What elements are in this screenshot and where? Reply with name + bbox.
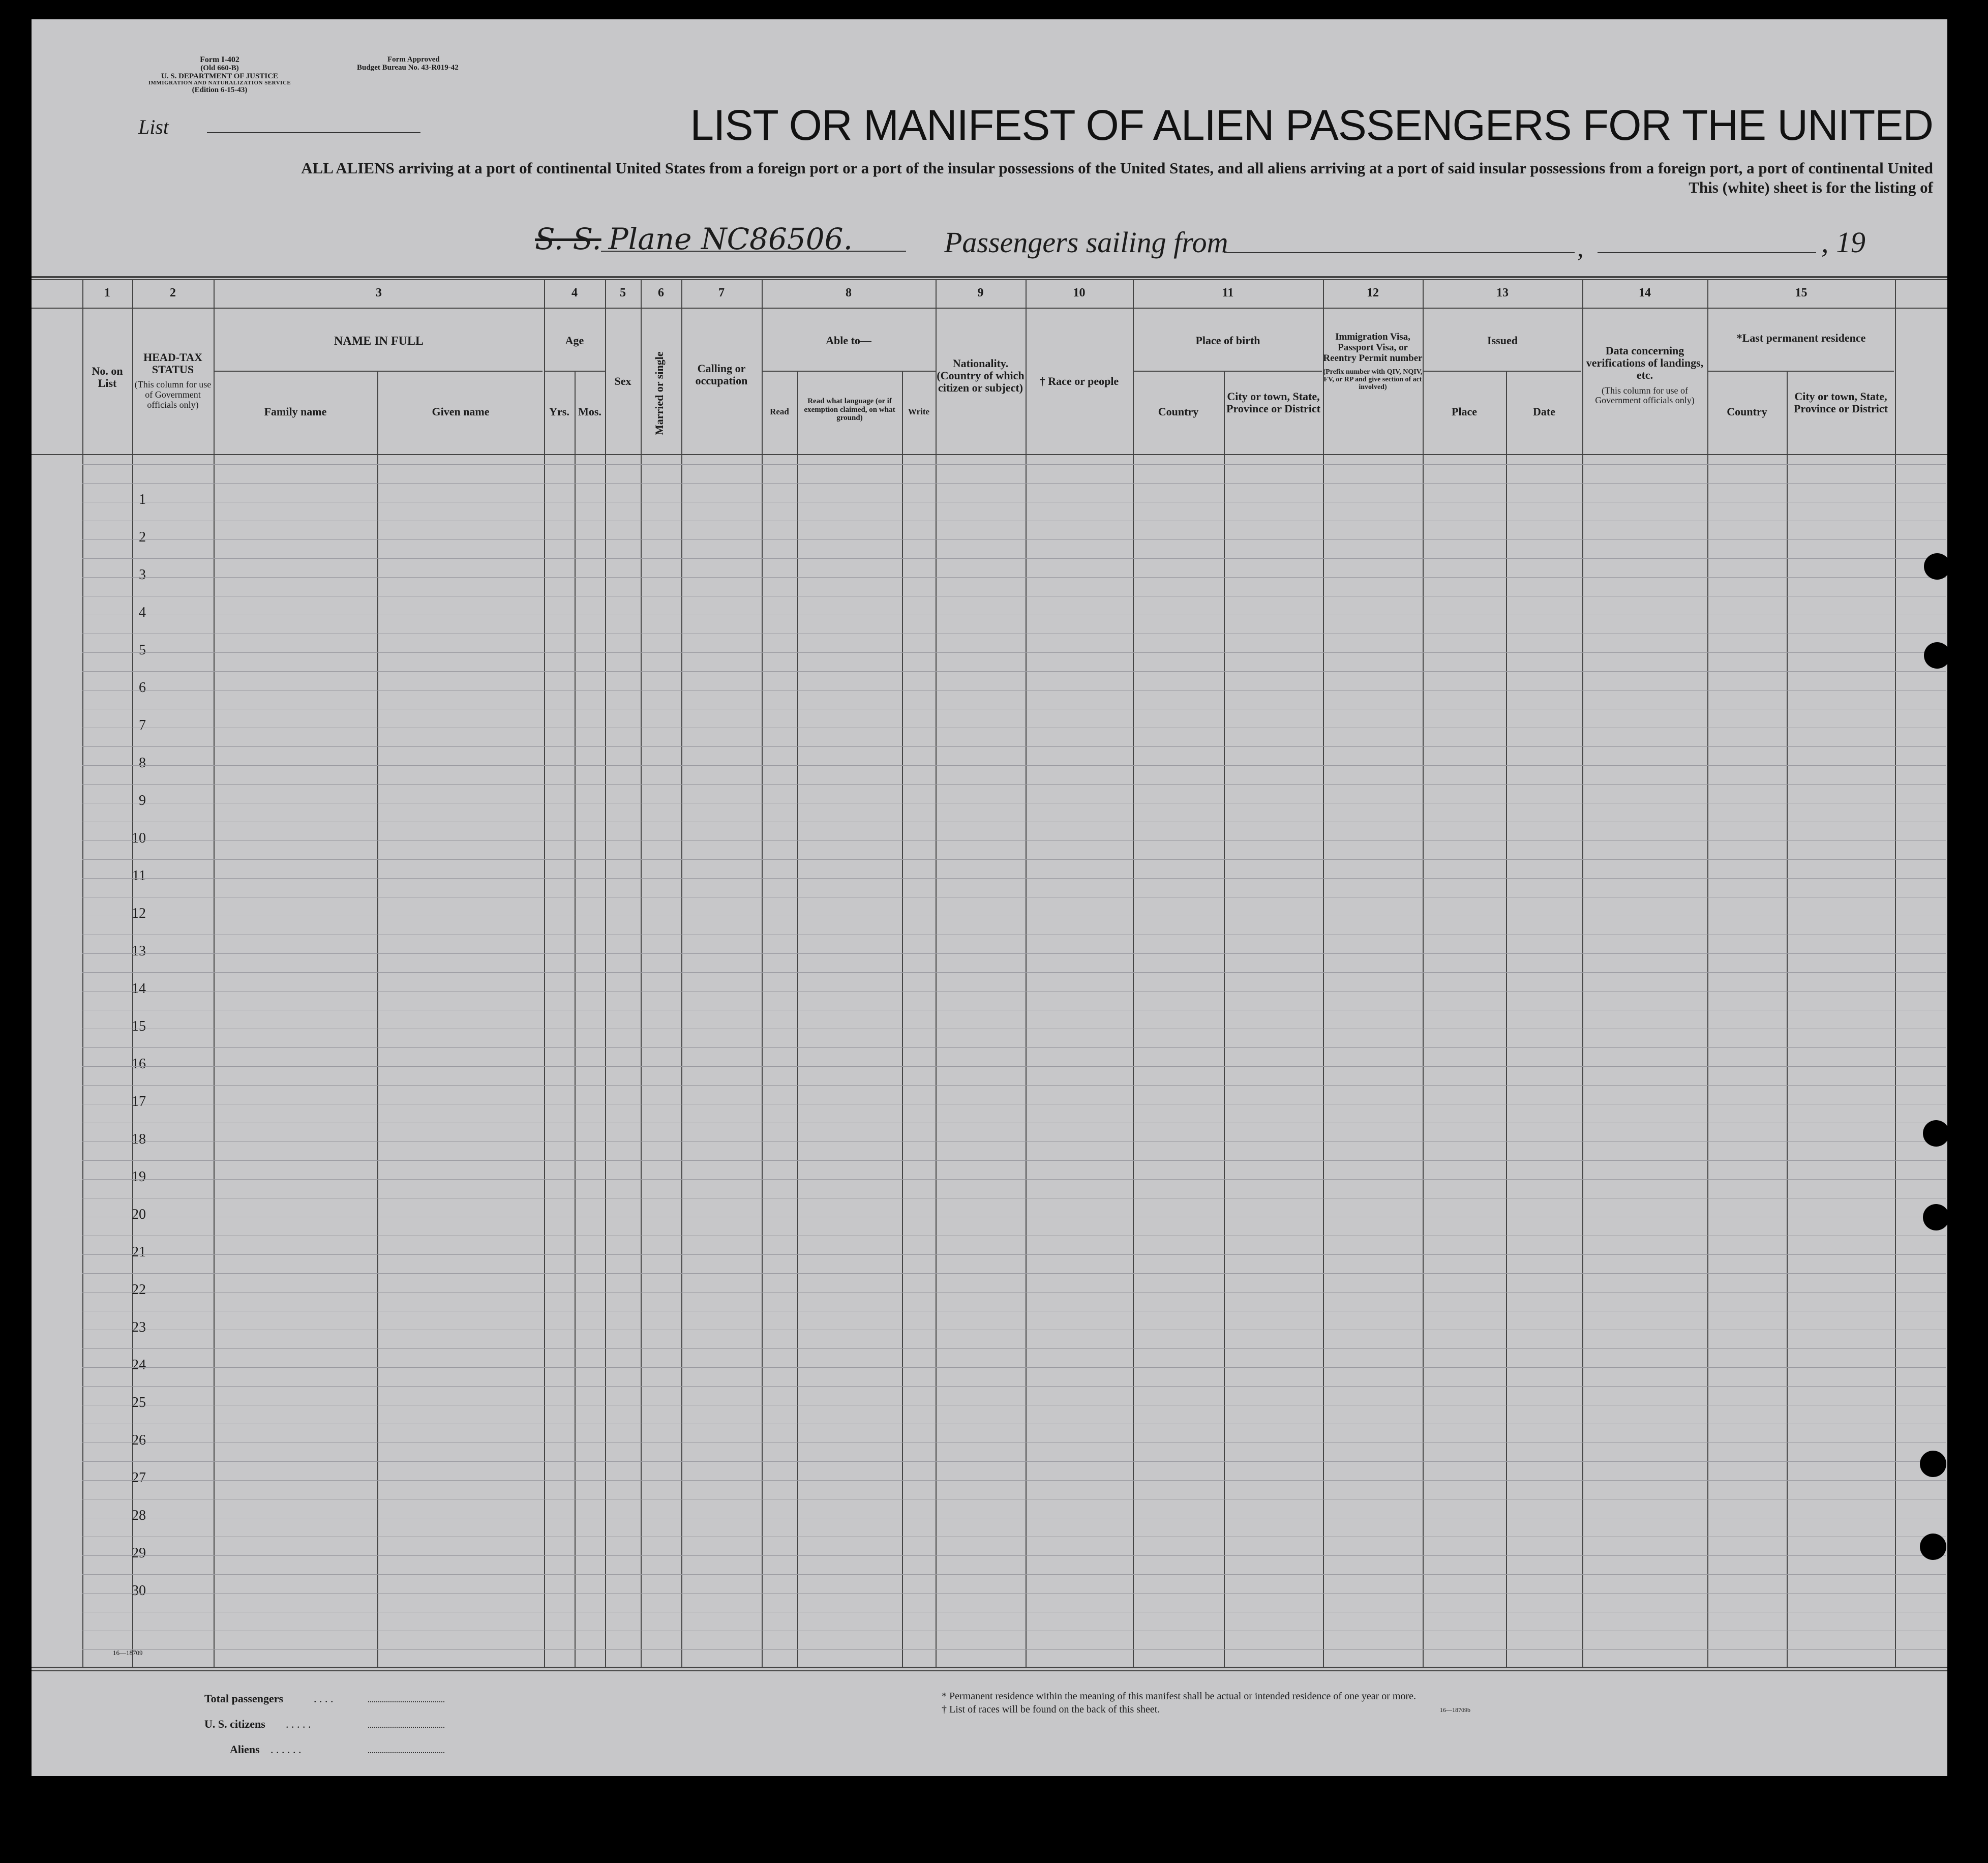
print-code: 16—18709: [113, 1649, 143, 1657]
header-residence-country: Country: [1727, 405, 1767, 418]
ruled-line: [82, 1047, 1946, 1048]
row-number: 28: [132, 1508, 146, 1523]
ruled-line: [82, 859, 1946, 860]
manifest-sheet: Form I-402 (Old 660-B) U. S. DEPARTMENT OF JUSTICE IMMIGRATION AND NATURALIZATION SERVICE (Edition 6-15-43) Form Approved Budget Bureau No. 43-R019-42 List LIST OR MANIFEST OF ALIEN PASSENGERS FOR THE UNITED ALL ALIENS arriving at a port of continental United States from a foreign port or a port of the insular possessions of the United States, and all aliens arriving at a port of said insular possessions from a foreign port, a port of continental United This (white) sheet is for the listing of S. S. Plane NC86506. Passengers sailing from , , 19 1 2 3 4 5 6 7 8 9 10 11 12 13 14 15 No. on List HEAD-TAX STATUS (This column for use of Government officials only) NAME IN FULL Family name Given name Age Yrs. Mos. Sex Married or single Calling or occupation Able to— Read Read what language (or if exemption claimed, on what ground) Write Nationality. (Country of which citizen or subject) † Race or people Place of birth Country City or town, State, Province or District Immigration Visa, Passport Visa, or Reentry Permit number (Prefix number with QIV, NQIV, FV, or RP and give section of act involved) Issued Place Date Data concerning verifications of landings, etc. (This column for use of Government officials only) *Last permanent residence Country City or town, State, Province or District 1 2 3 4 5 6 7 8 9 10 11 12 13 14 15 16 17 18 19 20 21 22 23 24 25 26 27 28 29 30 16—18709 Total passengers . . . . U. S. citizens . . . . . Aliens . . . . . . * Permanent residence within the meaning of this manifest shall be actual or intended residence of one year or more. † List of races will be found on the back of this sheet. 16—18709b: [32, 19, 1947, 1776]
ruled-line: [82, 953, 1946, 954]
punch-hole: [1923, 1204, 1949, 1230]
form-approved: Form Approved: [387, 55, 440, 64]
col-number: 5: [620, 286, 626, 299]
budget-number: Budget Bureau No. 43-R019-42: [357, 63, 459, 72]
ruled-line: [82, 1386, 1946, 1387]
edition: (Edition 6-15-43): [192, 85, 248, 94]
ruled-line: [82, 483, 1946, 484]
ruled-line: [82, 972, 1946, 973]
ruled-line: [82, 1367, 1946, 1368]
sailing-from-label: Passengers sailing from: [944, 226, 1228, 259]
row-number: 21: [132, 1244, 146, 1260]
punch-hole: [1920, 1534, 1946, 1560]
ruled-line: [82, 765, 1946, 766]
ruled-line: [82, 1179, 1946, 1180]
row-number: 1: [139, 492, 146, 507]
row-number: 15: [132, 1018, 146, 1034]
row-number: 24: [132, 1357, 146, 1373]
header-birth-city: City or town, State, Province or District: [1226, 390, 1320, 415]
row-number: 18: [132, 1131, 146, 1147]
header-issued: Issued: [1487, 334, 1518, 347]
header-read: Read: [770, 407, 789, 416]
col-number: 11: [1222, 286, 1234, 299]
row-number: 9: [139, 793, 146, 808]
row-number: 5: [139, 642, 146, 658]
subtitle-sheet: This (white) sheet is for the listing of: [1689, 178, 1933, 196]
aliens-field[interactable]: [368, 1752, 444, 1753]
approval-block: [357, 56, 520, 72]
ruled-line: [82, 1273, 1946, 1274]
header-issued-place: Place: [1451, 405, 1478, 418]
col-number: 13: [1496, 286, 1509, 299]
punch-hole: [1924, 642, 1950, 669]
header-last-residence: *Last permanent residence: [1736, 332, 1866, 344]
row-number: 10: [132, 830, 146, 846]
page-title: LIST OR MANIFEST OF ALIEN PASSENGERS FOR THE UNITED: [690, 101, 1933, 149]
header-family-name: Family name: [264, 405, 327, 418]
header-head-tax: HEAD-TAX STATUS (This column for use of Government officials only): [134, 351, 212, 410]
row-number: 20: [132, 1207, 146, 1222]
row-number: 17: [132, 1094, 146, 1109]
header-race: † Race or people: [1039, 375, 1119, 387]
header-calling: Calling or occupation: [695, 362, 748, 387]
ruled-line: [82, 671, 1946, 672]
service-name: IMMIGRATION AND NATURALIZATION SERVICE: [148, 80, 291, 86]
header-nationality: Nationality. (Country of which citizen or subject): [937, 357, 1025, 395]
row-number: 6: [139, 680, 146, 696]
ruled-line: [82, 1254, 1946, 1255]
col-number: 8: [846, 286, 852, 299]
row-number: 11: [132, 868, 146, 884]
punch-hole: [1924, 553, 1950, 580]
ruled-line: [82, 652, 1946, 653]
col-number: 1: [104, 286, 110, 299]
list-number-field[interactable]: [207, 132, 420, 133]
total-passengers-field[interactable]: [368, 1701, 444, 1702]
ruled-line: [82, 1480, 1946, 1481]
header-married-single: Married or single: [653, 351, 666, 435]
header-verification: Data concerning verifications of landings, etc. (This column for use of Government officials only): [1586, 344, 1704, 406]
row-number: 27: [132, 1470, 146, 1486]
header-write: Write: [908, 407, 930, 416]
col-number: 12: [1367, 286, 1379, 299]
ruled-line: [82, 1066, 1946, 1067]
ruled-line: [82, 464, 1946, 465]
old-form-number: (Old 660-B): [200, 64, 239, 72]
ruled-line: [82, 1593, 1946, 1594]
row-number: 14: [132, 981, 146, 997]
col-number: 15: [1795, 286, 1808, 299]
col-number: 2: [170, 286, 176, 299]
sailing-port-field[interactable]: [1224, 252, 1575, 253]
punch-hole: [1923, 1120, 1949, 1147]
header-issued-date: Date: [1533, 405, 1555, 418]
row-number: 2: [139, 529, 146, 545]
ruled-line: [82, 1348, 1946, 1349]
ruled-line: [82, 784, 1946, 785]
col-number: 4: [571, 286, 578, 299]
ruled-line: [82, 840, 1946, 841]
header-place-of-birth: Place of birth: [1195, 334, 1260, 347]
header-age-months: Mos.: [578, 405, 601, 418]
header-visa: Immigration Visa, Passport Visa, or Reentry Permit number (Prefix number with QIV, NQIV, FV, or RP and give section of act involved): [1323, 332, 1423, 392]
total-passengers-label: Total passengers: [204, 1692, 284, 1705]
col-number: 6: [658, 286, 664, 299]
ruled-line: [82, 1574, 1946, 1575]
vessel-name: Plane NC86506: [608, 222, 844, 256]
list-label: List: [138, 115, 169, 138]
header-birth-country: Country: [1158, 405, 1199, 418]
ruled-line: [82, 1292, 1946, 1293]
ruled-line: [82, 1461, 1946, 1462]
footnote-residence: * Permanent residence within the meaning of this manifest shall be actual or intended residence of one year or more.: [942, 1691, 1417, 1702]
header-given-name: Given name: [432, 405, 490, 418]
row-number: 7: [139, 717, 146, 733]
department-name: U. S. DEPARTMENT OF JUSTICE: [161, 72, 279, 80]
row-number: 23: [132, 1319, 146, 1335]
manifest-table: [32, 276, 1947, 1690]
ruled-line: [82, 878, 1946, 879]
row-number: 25: [132, 1395, 146, 1410]
row-number: 22: [132, 1282, 146, 1298]
header-age: Age: [565, 334, 584, 347]
us-citizens-label: U. S. citizens: [204, 1718, 265, 1730]
punch-hole: [1920, 1451, 1946, 1477]
print-code-2: 16—18709b: [1440, 1706, 1470, 1714]
row-number: 29: [132, 1545, 146, 1561]
header-able-to: Able to—: [826, 334, 871, 347]
vessel-line: S. S. Plane NC86506.: [535, 222, 853, 256]
ruled-line: [82, 558, 1946, 559]
col-number: 3: [376, 286, 382, 299]
ruled-line: [82, 746, 1946, 747]
col-number: 7: [718, 286, 725, 299]
ruled-line: [82, 1141, 1946, 1142]
row-number: 19: [132, 1169, 146, 1185]
ruled-line: [82, 1085, 1946, 1086]
year-prefix: 19: [1836, 226, 1865, 259]
ruled-line: [82, 1555, 1946, 1556]
row-number: 3: [139, 567, 146, 583]
col-number: 9: [977, 286, 984, 299]
subtitle: ALL ALIENS arriving at a port of continental United States from a foreign port or a port of the insular possessions of the United States, and all aliens arriving at a port of said insular possessions from a foreign port, a port of continental United: [301, 159, 1933, 177]
header-age-years: Yrs.: [549, 405, 569, 418]
footnote-races: † List of races will be found on the back of this sheet.: [942, 1704, 1160, 1715]
row-number: 4: [139, 605, 146, 620]
ruled-line: [82, 1649, 1946, 1650]
row-number: 12: [132, 906, 146, 921]
row-number: 8: [139, 755, 146, 771]
row-number: 13: [132, 943, 146, 959]
header-read-language: Read what language (or if exemption claimed, on what ground): [804, 397, 895, 422]
header-name-in-full: NAME IN FULL: [334, 335, 424, 348]
form-number: Form I-402: [200, 55, 239, 64]
row-number: 26: [132, 1432, 146, 1448]
header-no-on-list: No. on List: [92, 365, 123, 390]
row-number: 16: [132, 1056, 146, 1072]
header-residence-city: City or town, State, Province or District: [1794, 390, 1888, 415]
col-number: 14: [1639, 286, 1651, 299]
ruled-line: [82, 577, 1946, 578]
ruled-line: [82, 1160, 1946, 1161]
ruled-line: [82, 539, 1946, 540]
header-sex: Sex: [614, 375, 631, 387]
col-number: 10: [1073, 286, 1086, 299]
aliens-label: Aliens: [230, 1743, 260, 1756]
us-citizens-field[interactable]: [368, 1727, 444, 1728]
sailing-date-field[interactable]: [1598, 252, 1816, 253]
ss-label: S. S.: [535, 222, 601, 256]
vessel-name-line: [601, 251, 906, 252]
form-identification: [133, 56, 306, 95]
row-number: 30: [132, 1583, 146, 1599]
